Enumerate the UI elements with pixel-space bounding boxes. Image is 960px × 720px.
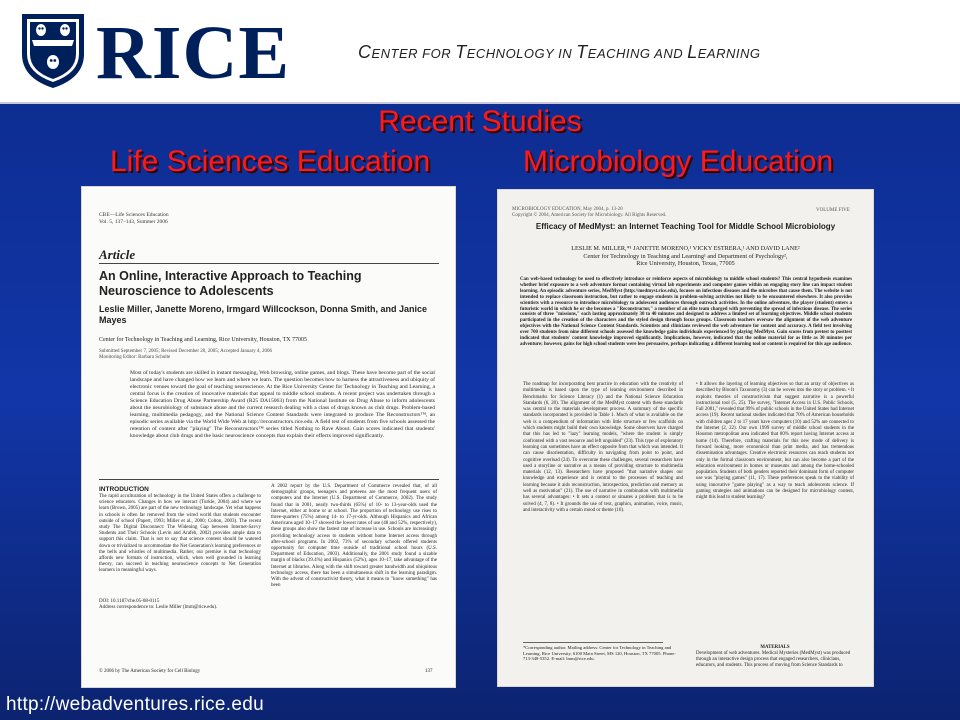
right-heading: Microbiology Education <box>523 145 834 178</box>
materials-text: Development of web adventures. Medical Mysteries (MedMyst) was produced through an interactive design process that engaged researchers, clinicians, educators, and students. This process of moving from Science Standards to <box>696 651 851 668</box>
journal-header: MICROBIOLOGY EDUCATION, May 2004, p. 13-20 Copyright © 2004, American Society for Microbiology. All Rights Reserved. <box>512 207 667 218</box>
volume-label: VOLUME FIVE <box>816 208 850 213</box>
paper-abstract: Most of today's students are skilled in instant messaging, Web browsing, online games, and blogs. These have become part of the social landscape and have changed how we learn and where we learn. The question becomes how to harness the attractiveness and ubiquity of electronic venues toward the goal of teaching neuroscience. At the Rice University Center for Technology in Teaching and Learning, a central focus is the creation of innovative materials that appeal to middle school students. A recent project was undertaken through a Science Education Drug Abuse Partnership Award (R25 DA15063) from the National Institute on Drug Abuse to inform adolescents about the neurobiology of substance abuse and the current research dealing with a class of drugs known as club drugs. Problem-based learning, multimedia pedagogy, and the National Science Content Standards were integrated to produce The Reconstructors™, an episodic series available via the World Wide Web at http://reconstructors.rice.edu. A field test of students from five schools assessed the retention of content after "playing" The Reconstructors™ series titled Nothing to Rave About. Gain scores indicated that students' knowledge about club drugs and the basic neuroscience concepts that explain their effects improved significantly. <box>130 370 435 439</box>
divider <box>99 479 439 480</box>
article-label: Article <box>99 247 136 262</box>
section-heading: INTRODUCTION <box>99 486 149 493</box>
paper-title: An Online, Interactive Approach to Teaching Neuroscience to Adolescents <box>99 269 362 298</box>
body-column-right: A 2002 report by the U.S. Department of Commerce revealed that, of all demographic groups, teenagers and preteens are the most frequent users of computers and the Internet (U.S. Department of Commerce, 2002). The study found that in 2001, nearly two-thirds (65%) of 10- to 13-year-olds used the Internet, either at home or at school. The proportion of technology use rises to three-quarters (75%) among 14- to 17-yr-olds. Although Hispanics and African Americans aged 10–17 showed the lowest rates of use (48 and 52%, respectively), these groups also show the fastest rate of increase in use. Schools are increasingly providing technology access to students without home Internet access through after-school programs. In 2002, 73% of secondary schools offered students opportunity for computer time outside of traditional school hours (U.S. Department of Education, 2003). Additionally, the 2001 study found a sizable margin of blacks (39.4%) and Hispanics (52%), ages 10–17, take advantage of the Internet at libraries. Along with the shift toward greater bandwidth and ubiquitous technology access, there has been a simultaneous shift in the learning paradigm. With the advent of constructivist theory, what it means to "know something" has been <box>271 484 437 589</box>
footnote-divider <box>523 642 663 643</box>
divider <box>99 263 439 264</box>
slide-title: Recent Studies <box>378 105 582 138</box>
footer-url[interactable]: http://webadventures.rice.edu <box>6 694 264 715</box>
header-banner <box>0 0 960 104</box>
footnote: *Corresponding author. Mailing address: Center for Technology in Teaching and Learning, Rice University, 6100 Main Street, MS 120, Houston, TX 77005. Phone: 713-348-5352. E-mail: lmm@rice.edu. <box>523 645 676 662</box>
section-heading: MATERIALS <box>760 645 790 650</box>
rice-owl-shield-icon <box>18 10 88 90</box>
paper-authors: Leslie Miller, Janette Moreno, Irmgard Willcockson, Donna Smith, and Janice Mayes <box>99 304 427 325</box>
body-column-right: • It allows the layering of learning objectives so that an array of objectives as described by Bloom's Taxonomy (3) can be woven into the story or problem. • It exploits theories of constructivism that suggest narrative is a powerful instructional tool (5, 25). The survey, "Internet Access in U.S. Public Schools, Fall 2001," revealed that 99% of public schools in the United States had Internet access (19). Recent national studies indicated that 70% of American households with children ages 2 to 17 years have computers (10) and 52% are connected to the Internet (2, 22). Our own 1999 survey of middle school students in the Houston metropolitan area indicated that 80% report having Internet access at home (14). Therefore, crafting materials for this new mode of delivery is forward looking, more economical than print media, and has tremendous dissemination advantages. Creative electronic resources can reach students not only in the formal classroom environment, but can also become a part of the education environment in homes or museums and among the home-schooled population. Students of both genders reported their dominant form of computer use was "playing games" (11, 17). These preferences speak to the viability of using innovative "game playing" as a way to teach adolescents science. If gaming strategies and animations can be designed for microbiology content, might this lead to student learning? <box>696 382 854 501</box>
paper-title: Efficacy of MedMyst: an Internet Teaching Tool for Middle School Microbiology <box>535 222 836 231</box>
center-name: CENTER FOR TECHNOLOGY IN TEACHING AND LEARNING <box>358 42 761 62</box>
paper-affiliation: Center for Technology in Teaching and Learning, Rice University, Houston, TX 77005 <box>99 337 308 343</box>
materials-section <box>696 645 854 669</box>
copyright: © 2006 by The American Society for Cell Biology <box>99 669 201 674</box>
body-column-left: The roadmap for incorporating best practice in education with the creativity of multimedia is based upon the type of learning environment described in Benchmarks for Science Literacy (1) and the National Science Education Standards (6, 20). The alignment of the MedMyst content with these standards was central to the materials development process. A summary of the specific standards incorporated is provided in Table 1. Much of what is available on the web is a compendium of information with little structure or few scaffolds on which students might build their own knowledge. Some observers have charged that this has led to "lazy" learning models, "where the student is simply confronted with a vast resource and left unguided" (23). This type of exploratory learning can sometimes have an effect opposite from that which was intended. It can cause disorientation, difficulty in navigating from point to point, and cognitive overload (24). To overcome these challenges, several researchers have used a storyline or narrative as a means of providing structure to multimedia materials (12, 13). Researchers have proposed "that narrative shapes our knowledge and experience and is central to the processes of teaching and learning because it aids reconstruction, introspection, prediction and memory as well as motivation" (21). The use of narrative in combination with multimedia has several advantages: • It sets a context or situates a problem that is to be solved (4, 7, 8). • It grounds the use of text, graphics, animation, voice, music, and interactivity with a certain mood or theme (16). <box>523 382 683 513</box>
body-column-left: The rapid acculturation of technology in the United States offers a challenge to science educators. Changes in how we interact (Turkle, 2004) and where we learn (Brown, 2005) are part of the new technology landscape. Yet what happens in schools is often far removed from the wired world that students encounter outside of school (Papert, 1993; Miller et al., 2000; Colton, 2003). The recent study The Digital Disconnect: The Widening Gap between Internet-Savvy Students and Their Schools (Levin and Arafeh, 2002) provides ample data to support this claim. That is not to say that science content should be watered down or trivialized to accommodate the Net Generation's learning preferences or the bells and whistles of multimedia. Rather, our premise is that technology affords new formats of instruction, which, when well grounded in learning theory, can succeed in teaching neuroscience concepts to Net Generation learners in meaningful ways. <box>99 494 261 574</box>
paper-authors: LESLIE M. MILLER,*¹ JANETTE MORENO,¹ VICKY ESTRERA,¹ AND DAVID LANE² Center for Technology in Teaching and Learning¹ and Department of Psychology², Rice University, Houston, Texas, 77005 <box>571 245 800 267</box>
paper-microbiology <box>498 190 873 686</box>
journal-header: CBE—Life Sciences Education Vol. 5, 137–143, Summer 2006 <box>99 212 169 225</box>
doi-note: DOI: 10.1187/cbe.05-08-0115 Address correspondence to: Leslie Miller (lmm@rice.edu). <box>99 599 218 610</box>
paper-dates: Submitted September 7, 2005; Revised December 20, 2005; Accepted January 4, 2006 Monitoring Editor: Barbara Schulte <box>99 349 273 360</box>
paper-abstract: Can web-based technology be used to effectively introduce or reinforce aspects of microbiology to middle school students? This central hypothesis examines whether brief exposure to a web adventure format containing virtual lab experiments and computer games within an engaging story line can impact student learning. An episodic adventure series, MedMyst (http://medmyst.rice.edu), focuses on infectious diseases and the microbes that cause them. The website is not intended to replace classroom instruction, but rather to engage students in problem-solving activities not likely to be encountered elsewhere. It also provides scientists with a resource to introduce microbiology to adolescent audiences through outreach activities. In the online adventure, the player (student) enters a futuristic world in which he or she becomes a "Reconstructor," a member of an elite team charged with preventing the spread of infectious disease. The series consists of three "missions," each lasting approximately 30 to 40 minutes and designed to address a limited set of learning objectives. Middle school students participated in the creation of the characters and the styled design through focus groups. Classroom teachers oversaw the alignment of the web adventure objectives with the National Science Content Standards. Scientists and clinicians reviewed the web adventure for content and accuracy. A field test involving over 700 students from nine different schools assessed the knowledge gains individuals experienced by playing MedMyst. Gain scores from pretest to posttest indicated that students' content knowledge improved significantly. Implications, however, indicated that the online material for as little as 30 minutes per adventure; however, gains for high school students were less persuasive, perhaps indicating a different learning tool or content is required for this age audience. <box>520 277 852 347</box>
paper-life-sciences <box>82 187 455 687</box>
left-heading: Life Sciences Education <box>110 145 431 178</box>
page-number: 137 <box>425 669 433 674</box>
rice-logo-text: RICE <box>96 11 291 95</box>
